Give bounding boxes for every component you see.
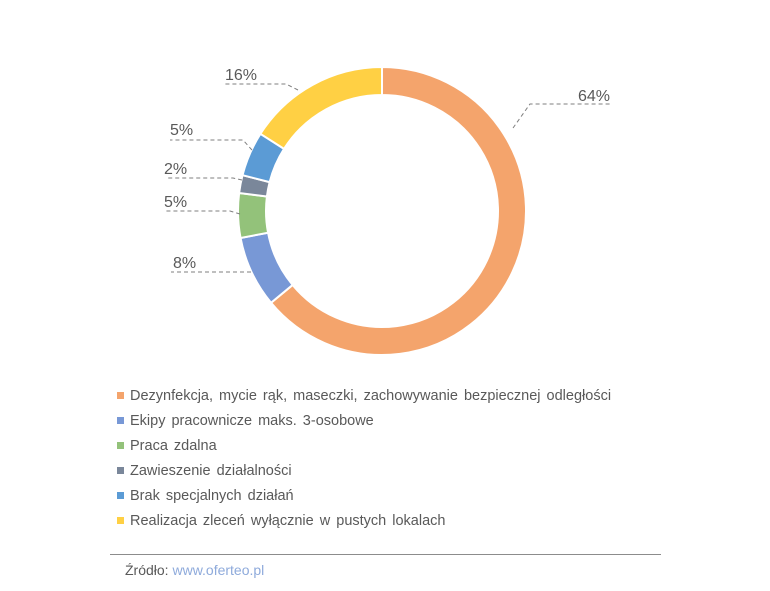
- legend-swatch: [117, 417, 124, 424]
- data-label-no-action: 5%: [170, 122, 194, 139]
- leader-line-no-action: [170, 140, 252, 150]
- legend-item-small-teams: [117, 408, 611, 433]
- data-label-remote-work: 5%: [164, 194, 188, 211]
- legend-swatch: [117, 492, 124, 499]
- leader-line-suspension: [166, 178, 242, 180]
- legend-label: Ekipy pracownicze maks. 3-osobowe: [130, 412, 374, 429]
- legend-label: Realizacja zleceń wyłącznie w pustych lokalach: [130, 512, 446, 529]
- data-label-small-teams: 8%: [173, 255, 197, 272]
- legend-item-suspension: [117, 458, 611, 483]
- legend-swatch: [117, 442, 124, 449]
- legend-label: Zawieszenie działalności: [130, 462, 292, 479]
- leader-line-disinfection: [513, 104, 611, 128]
- legend-swatch: [117, 392, 124, 399]
- leader-line-empty-premises: [224, 84, 298, 90]
- legend-item-remote-work: [117, 433, 611, 458]
- legend-item-disinfection: [117, 383, 611, 408]
- donut-slice-remote-work: [238, 193, 268, 238]
- legend-item-empty-premises: [117, 508, 611, 533]
- legend-item-no-action: [117, 483, 611, 508]
- legend-label: Dezynfekcja, mycie rąk, maseczki, zachowywanie bezpiecznej odległości: [130, 387, 612, 404]
- leader-line-remote-work: [166, 211, 240, 214]
- source-line: [125, 562, 264, 578]
- legend-swatch: [117, 467, 124, 474]
- source-divider: [110, 554, 661, 555]
- legend-swatch: [117, 517, 124, 524]
- data-label-empty-premises: 16%: [225, 67, 258, 84]
- legend-label: Brak specjalnych działań: [130, 487, 294, 504]
- data-label-disinfection: 64%: [578, 88, 611, 105]
- source-label: Źródło:: [125, 562, 169, 578]
- source-link[interactable]: www.oferteo.pl: [172, 562, 265, 578]
- donut-slice-small-teams: [241, 233, 293, 303]
- legend-label: Praca zdalna: [130, 437, 217, 454]
- donut-slice-empty-premises: [260, 67, 382, 149]
- legend: [117, 383, 611, 533]
- data-label-suspension: 2%: [164, 161, 188, 178]
